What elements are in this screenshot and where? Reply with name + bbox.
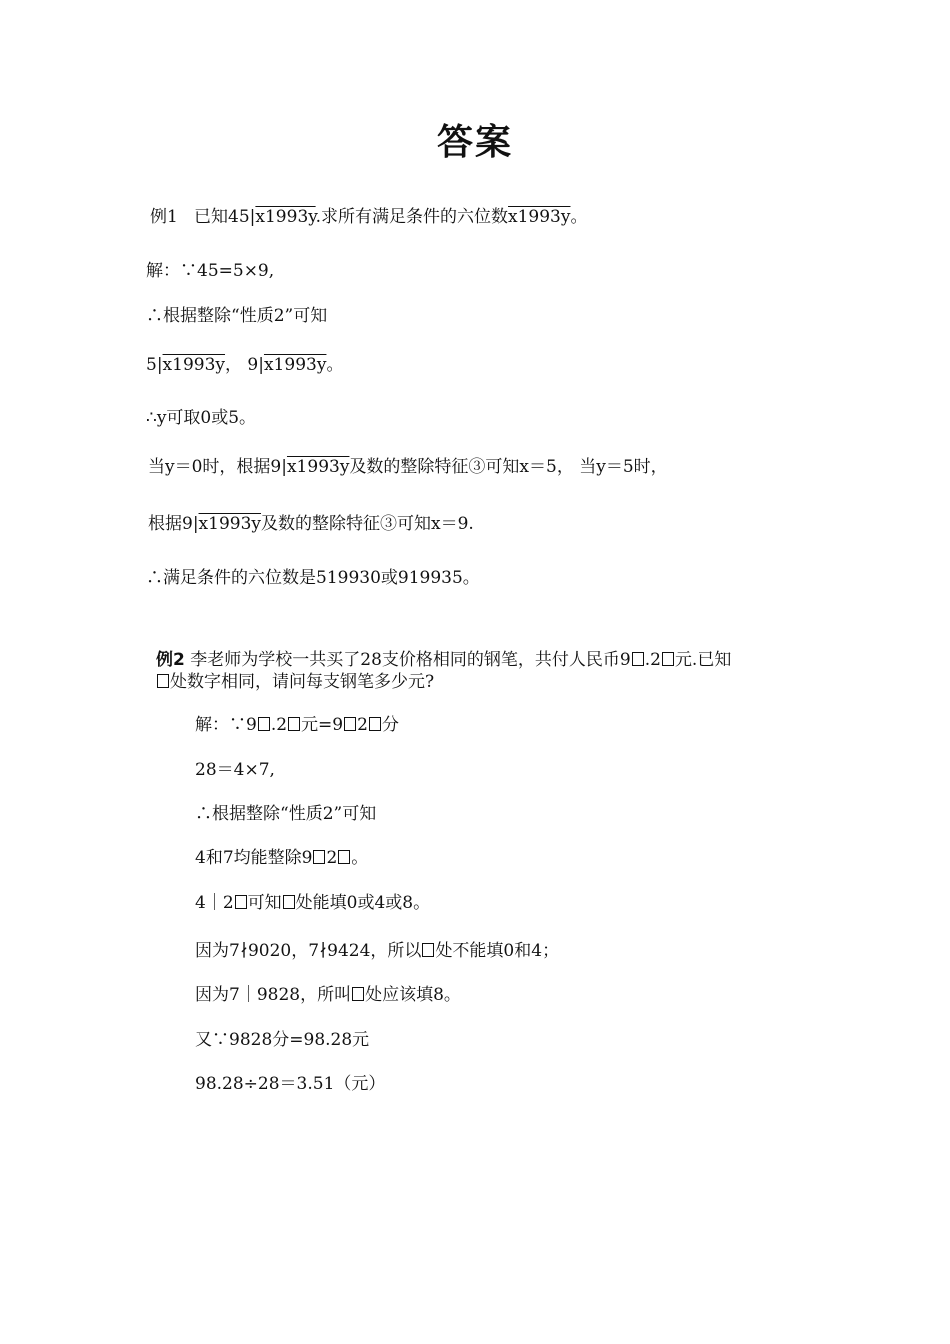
text: 5|	[146, 355, 163, 375]
text: 李老师为学校一共买了28支价格相同的钢笔，共付人民币9	[184, 650, 631, 670]
number-overline: x1993y	[255, 207, 316, 227]
ex1-solution-line-5	[148, 455, 668, 479]
text: 。	[351, 848, 369, 868]
ex1-solution-line-2: ∴根据整除“性质2”可知	[146, 306, 328, 326]
text: ， 9|	[225, 355, 264, 375]
text: 处应该填8。	[365, 985, 461, 1005]
ex2-solution-line-8: 又∵9828分=98.28元	[195, 1030, 370, 1050]
text: 4｜2	[195, 893, 234, 913]
text: 可知	[247, 893, 282, 913]
blank-box	[338, 850, 350, 864]
blank-box	[662, 652, 674, 666]
ex2-question-line-1	[156, 648, 731, 672]
blank-box	[352, 987, 364, 1001]
text: 2	[326, 848, 338, 868]
ex1-solution-line-4: ∴y可取0或5。	[146, 408, 257, 428]
text: 根据9|	[148, 514, 199, 534]
text: 已知45|	[194, 207, 256, 227]
ex2-solution-line-7	[195, 983, 461, 1007]
blank-box	[288, 717, 300, 731]
ex2-solution-line-4	[195, 846, 368, 870]
ex1-question	[150, 205, 587, 229]
blank-box	[235, 895, 247, 909]
text: 因为7｜9828，所叫	[195, 985, 352, 1005]
text: 元.已知	[674, 650, 732, 670]
ex2-solution-line-5	[195, 891, 430, 915]
ex2-label: 例2	[156, 650, 185, 670]
text: .2	[270, 715, 288, 735]
text: 。	[570, 207, 588, 227]
text: .求所有满足条件的六位数	[315, 207, 509, 227]
number-overline: x1993y	[198, 514, 262, 534]
number-overline: x1993y	[263, 355, 327, 375]
text: 处能填0或4或8。	[295, 893, 431, 913]
ex1-label: 例1	[150, 207, 178, 227]
text: 及数的整除特征③可知x＝9.	[261, 514, 474, 534]
text: 处数字相同，请问每支钢笔多少元?	[170, 672, 435, 692]
blank-box	[258, 717, 270, 731]
number-overline: x1993y	[286, 457, 350, 477]
page-title: 答案	[436, 122, 513, 163]
text: 及数的整除特征③可知x＝5， 当y＝5时，	[349, 457, 668, 477]
ex2-solution-line-6	[195, 939, 559, 963]
text: 分	[381, 715, 399, 735]
ex1-conclusion: ∴满足条件的六位数是519930或919935。	[146, 568, 480, 588]
text: 元=9	[301, 715, 344, 735]
ex1-solution-line-3	[146, 353, 343, 377]
ex2-solution-line-3: ∴根据整除“性质2”可知	[195, 804, 377, 824]
ex2-answer: 98.28÷28＝3.51（元）	[195, 1074, 386, 1094]
blank-box	[344, 717, 356, 731]
text: 处不能填0和4；	[435, 941, 560, 961]
ex2-solution-line-2: 28＝4×7,	[195, 760, 275, 780]
blank-box	[632, 652, 644, 666]
ex1-solution-line-1: 解：∵45=5×9,	[146, 261, 275, 281]
ex2-solution-line-1	[195, 713, 399, 737]
text: 。	[326, 355, 344, 375]
text: 4和7均能整除9	[195, 848, 313, 868]
blank-box	[369, 717, 381, 731]
text: 因为7∤9020，7∤9424，所以	[195, 941, 422, 961]
blank-box	[157, 674, 169, 688]
blank-box	[422, 943, 434, 957]
text: 2	[357, 715, 368, 735]
blank-box	[313, 850, 325, 864]
ex2-question-line-2	[156, 670, 434, 694]
text: 解：∵9	[195, 715, 257, 735]
blank-box	[283, 895, 295, 909]
number-overline: x1993y	[162, 355, 226, 375]
text: 当y＝0时，根据9|	[148, 457, 287, 477]
text: .2	[644, 650, 661, 670]
ex1-solution-line-6	[148, 512, 474, 536]
number-overline: x1993y	[508, 207, 571, 227]
